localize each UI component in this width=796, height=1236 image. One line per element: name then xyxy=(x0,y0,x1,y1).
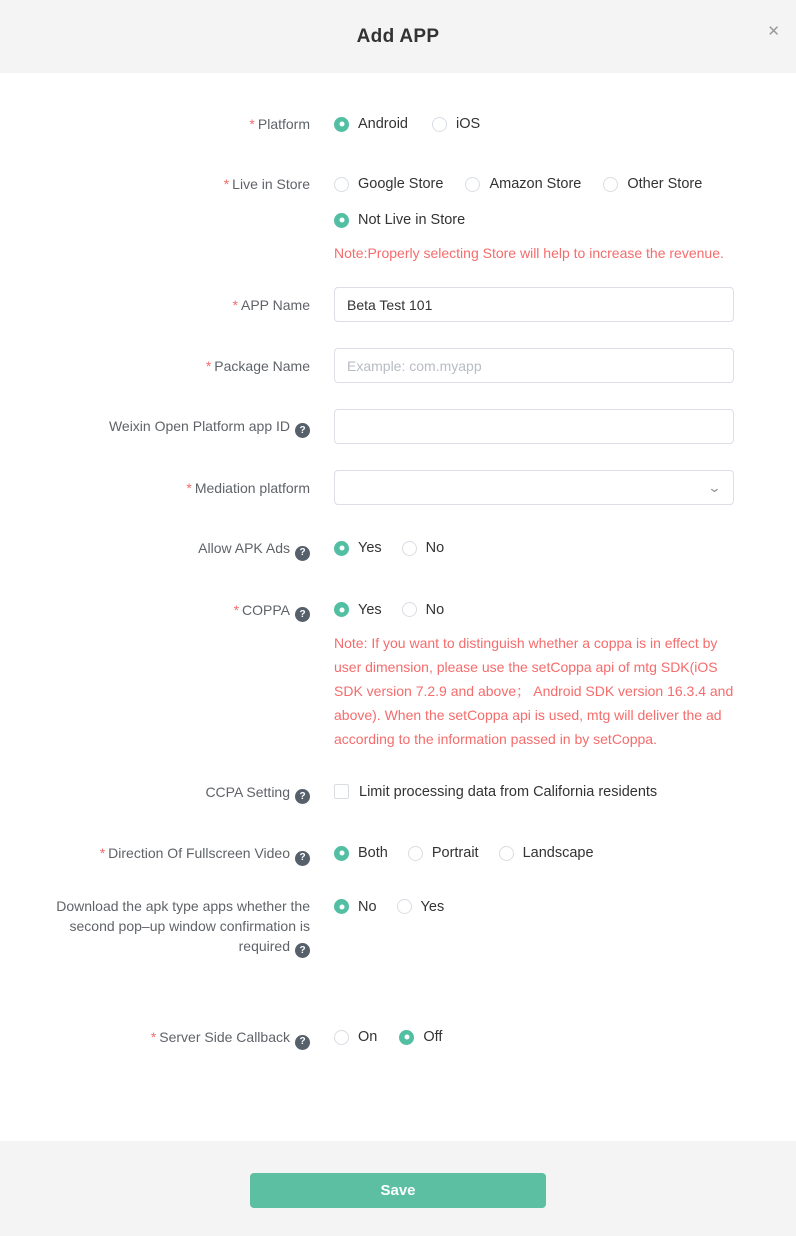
required-asterisk: * xyxy=(232,296,238,313)
dialog-footer xyxy=(0,1141,796,1236)
dialog-form xyxy=(0,73,796,1141)
radio-label: Yes xyxy=(420,898,445,915)
radio-icon xyxy=(603,177,618,192)
radio-coppa-yes[interactable] xyxy=(334,602,382,618)
radio-callback-off[interactable] xyxy=(399,1029,442,1045)
radio-label: Other Store xyxy=(627,176,703,192)
radio-label: No xyxy=(425,540,445,556)
checkbox-label: Limit processing data from California residents xyxy=(359,783,658,800)
help-icon[interactable]: ? xyxy=(295,789,310,804)
help-icon[interactable]: ? xyxy=(295,546,310,561)
row-app-name xyxy=(0,287,796,322)
required-asterisk: * xyxy=(150,1029,157,1045)
live-in-store-label: * Live in Store xyxy=(223,176,310,192)
required-asterisk: * xyxy=(205,357,212,374)
live-in-store-note: Note:Properly selecting Store will help to increase the revenue. xyxy=(334,245,724,261)
required-asterisk: * xyxy=(249,116,255,132)
row-download-confirm xyxy=(0,896,796,959)
help-icon[interactable]: ? xyxy=(295,607,310,622)
coppa-label: * COPPA ? xyxy=(0,599,310,623)
row-ccpa xyxy=(0,781,796,805)
row-platform xyxy=(0,113,796,135)
required-asterisk: * xyxy=(99,845,106,861)
coppa-note: Note: If you want to distinguish whether a coppa is in effect by user dimension, please use the setCoppa api of mtg SDK(iOS SDK version 7.2.9 and above； Android SDK version 16.3.4 and above). When the setCoppa api is used, mtg will deliver the ad according to the information passed in by setCoppa. xyxy=(334,634,734,747)
checkbox-icon xyxy=(334,784,349,799)
radio-direction-portrait[interactable] xyxy=(408,845,479,861)
radio-google-store[interactable] xyxy=(334,176,443,192)
radio-label: Portrait xyxy=(431,845,479,861)
required-asterisk: * xyxy=(186,479,192,496)
chevron-down-icon: ⌄ xyxy=(707,480,722,495)
radio-icon xyxy=(397,899,412,914)
radio-label: Amazon Store xyxy=(489,176,582,192)
radio-amazon-store[interactable] xyxy=(465,176,581,192)
radio-icon xyxy=(465,177,480,192)
radio-icon xyxy=(334,899,349,914)
radio-label: iOS xyxy=(455,116,481,132)
save-button[interactable]: Save xyxy=(250,1173,546,1208)
radio-icon xyxy=(334,177,349,192)
row-mediation-platform xyxy=(0,470,796,505)
radio-label: On xyxy=(358,1029,378,1045)
weixin-app-id-input[interactable] xyxy=(334,409,734,444)
radio-icon xyxy=(408,846,423,861)
radio-icon xyxy=(399,1030,414,1045)
radio-label: Yes xyxy=(358,601,382,618)
mediation-platform-label: * Mediation platform xyxy=(186,479,310,496)
help-icon[interactable]: ? xyxy=(295,423,310,438)
radio-icon xyxy=(334,213,349,228)
radio-icon xyxy=(402,541,417,556)
help-icon[interactable]: ? xyxy=(295,851,310,866)
row-allow-apk-ads xyxy=(0,537,796,561)
radio-icon xyxy=(499,846,514,861)
row-coppa xyxy=(0,599,796,751)
platform-options xyxy=(334,113,734,135)
radio-label: No xyxy=(358,898,377,915)
required-asterisk: * xyxy=(233,601,240,618)
radio-label: Android xyxy=(358,116,408,132)
radio-icon xyxy=(334,117,349,132)
radio-icon xyxy=(334,602,349,617)
help-icon[interactable]: ? xyxy=(295,943,310,958)
radio-icon xyxy=(432,117,447,132)
radio-label: Off xyxy=(423,1029,443,1045)
live-in-store-options xyxy=(334,173,764,265)
radio-direction-both[interactable] xyxy=(334,845,388,861)
row-server-callback xyxy=(0,1026,796,1050)
radio-icon xyxy=(334,846,349,861)
radio-label: Not Live in Store xyxy=(358,212,466,228)
radio-other-store[interactable] xyxy=(603,176,702,192)
row-package-name xyxy=(0,348,796,383)
help-icon[interactable]: ? xyxy=(295,1035,310,1050)
weixin-app-id-label: Weixin Open Platform app ID ? xyxy=(0,415,310,439)
radio-download-no[interactable] xyxy=(334,899,377,915)
app-name-label: * APP Name xyxy=(232,296,310,313)
radio-label: Yes xyxy=(358,540,382,556)
ccpa-label: CCPA Setting ? xyxy=(0,781,310,805)
radio-label: No xyxy=(425,601,445,618)
app-name-input[interactable] xyxy=(334,287,734,322)
allow-apk-ads-label: Allow APK Ads ? xyxy=(0,537,310,561)
radio-icon xyxy=(334,1030,349,1045)
package-name-input[interactable] xyxy=(334,348,734,383)
download-confirm-label: Download the apk type apps whether the second pop–up window confirmation is required ? xyxy=(0,896,310,959)
dialog-title: Add APP xyxy=(356,25,440,47)
radio-callback-on[interactable] xyxy=(334,1029,377,1045)
row-weixin-app-id xyxy=(0,409,796,444)
platform-label: * Platform xyxy=(249,116,310,132)
radio-icon xyxy=(334,541,349,556)
radio-label: Both xyxy=(358,845,388,861)
radio-platform-ios[interactable] xyxy=(432,116,480,132)
required-asterisk: * xyxy=(223,176,230,192)
server-callback-label: * Server Side Callback ? xyxy=(0,1026,310,1050)
radio-download-yes[interactable] xyxy=(397,899,445,915)
radio-not-live-in-store[interactable] xyxy=(334,212,465,228)
row-direction xyxy=(0,842,796,866)
dialog-header xyxy=(0,0,796,73)
radio-label: Landscape xyxy=(522,845,594,861)
radio-coppa-no[interactable] xyxy=(402,602,445,618)
radio-label: Google Store xyxy=(358,176,444,192)
mediation-platform-select[interactable] xyxy=(334,470,734,505)
radio-icon xyxy=(402,602,417,617)
ccpa-checkbox[interactable] xyxy=(334,781,764,803)
radio-direction-landscape[interactable] xyxy=(499,845,594,861)
direction-label: * Direction Of Fullscreen Video ? xyxy=(0,842,310,866)
radio-allow-apk-no[interactable] xyxy=(402,540,445,556)
close-icon[interactable]: ✕ xyxy=(767,23,780,40)
row-live-in-store xyxy=(0,173,796,265)
radio-platform-android[interactable] xyxy=(334,116,408,132)
radio-allow-apk-yes[interactable] xyxy=(334,540,382,556)
package-name-label: * Package Name xyxy=(205,357,310,374)
